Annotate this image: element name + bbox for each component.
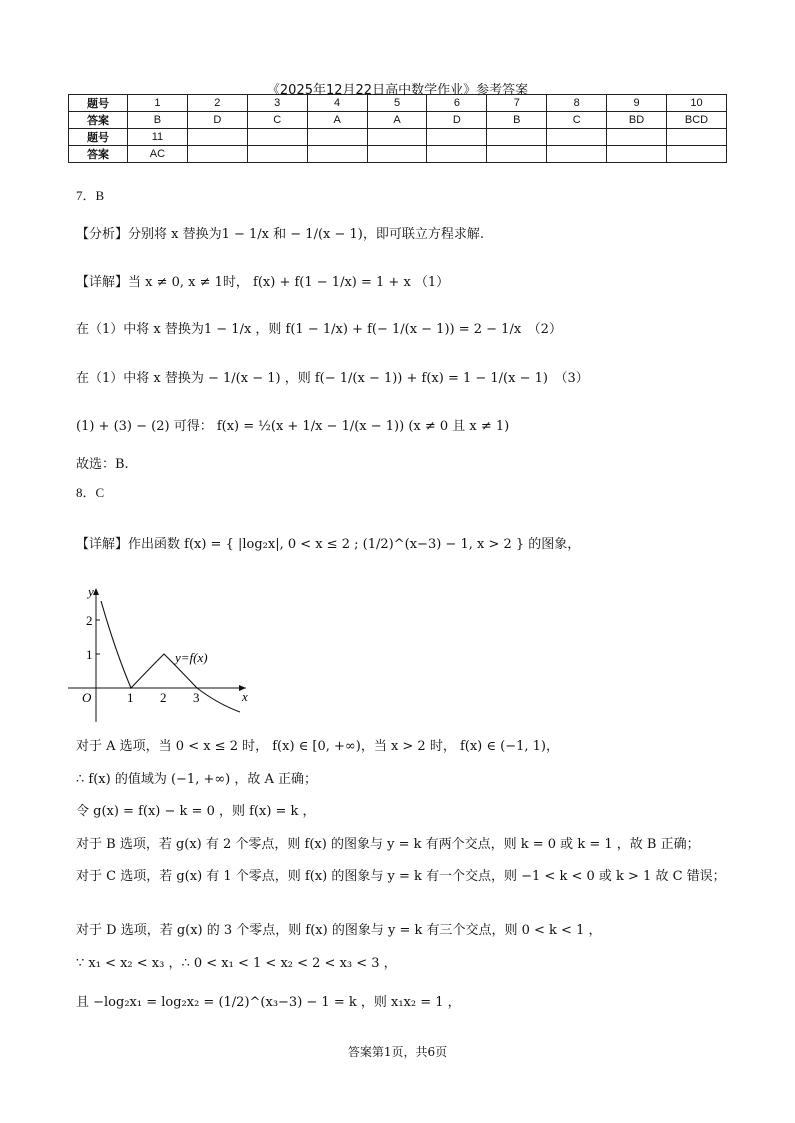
table-cell — [187, 146, 247, 163]
table-cell: C — [547, 112, 607, 129]
row-label-question: 题号 — [69, 95, 128, 112]
table-cell — [487, 129, 547, 146]
table-cell: 10 — [667, 95, 727, 112]
q7-step-2: 在（1）中将 x 替换为1 − 1/x ，则 f(1 − 1/x) + f(− 1/(x − 1)) = 2 − 1/x （2） — [76, 322, 562, 337]
q7-heading: 7．B — [76, 188, 105, 203]
table-cell — [187, 129, 247, 146]
table-cell: D — [427, 112, 487, 129]
q7-analysis: 【分析】分别将 x 替换为1 − 1/x 和 − 1/(x − 1)，即可联立方程求解. — [76, 227, 484, 242]
x-axis-label: x — [242, 689, 248, 704]
y-axis-label: y — [88, 584, 94, 599]
table-cell: 6 — [427, 95, 487, 112]
q8-line-g: 令 g(x) = f(x) − k = 0 ，则 f(x) = k ， — [76, 804, 316, 819]
curve-label: y=f(x) — [175, 650, 208, 665]
x-tick-label: 3 — [193, 690, 200, 705]
table-cell — [667, 129, 727, 146]
curve-y-f-x — [101, 601, 240, 712]
table-row-numbers-2 — [69, 129, 727, 146]
table-cell: 9 — [607, 95, 667, 112]
table-cell: D — [187, 112, 247, 129]
q8-line-b: 对于 B 选项，若 g(x) 有 2 个零点，则 f(x) 的图象与 y = k 有两个交点，则 k = 0 或 k = 1 ，故 B 正确； — [76, 837, 700, 852]
table-cell: AC — [128, 146, 188, 163]
table-cell: B — [128, 112, 188, 129]
table-cell — [427, 129, 487, 146]
table-cell — [547, 146, 607, 163]
function-graph — [60, 580, 260, 730]
table-cell: B — [487, 112, 547, 129]
table-cell: 3 — [247, 95, 307, 112]
y-axis-arrow-icon — [93, 588, 99, 595]
q8-line-a: 对于 A 选项，当 0 < x ≤ 2 时， f(x) ∈ [0, +∞)，当 x > 2 时， f(x) ∈ (−1, 1)， — [76, 739, 559, 754]
q8-line-d3: 且 −log₂x₁ = log₂x₂ = (1/2)^(x₃−3) − 1 = k ，则 x₁x₂ = 1 ， — [76, 995, 461, 1010]
q8-line-d2: ∵ x₁ < x₂ < x₃ ，∴ 0 < x₁ < 1 < x₂ < 2 < x₃ < 3 ， — [76, 956, 397, 971]
table-row-numbers-1 — [69, 95, 727, 112]
table-cell — [367, 129, 427, 146]
table-cell: 8 — [547, 95, 607, 112]
q8-detail: 【详解】作出函数 f(x) = { |log₂x|, 0 < x ≤ 2 ; (1/2)^(x−3) − 1, x > 2 } 的图象， — [76, 537, 581, 552]
table-cell: C — [247, 112, 307, 129]
table-cell: 11 — [128, 129, 188, 146]
q8-line-c: 对于 C 选项，若 g(x) 有 1 个零点，则 f(x) 的图象与 y = k 有一个交点，则 −1 < k < 0 或 k > 1 故 C 错误； — [76, 869, 726, 884]
x-tick-label: 2 — [160, 690, 167, 705]
table-cell — [547, 129, 607, 146]
table-row-answers-2 — [69, 146, 727, 163]
q8-line-a2: ∴ f(x) 的值域为 (−1, +∞) ，故 A 正确； — [76, 772, 318, 787]
table-cell — [487, 146, 547, 163]
answer-table — [68, 94, 727, 163]
q8-line-d: 对于 D 选项，若 g(x) 的 3 个零点，则 f(x) 的图象与 y = k 有三个交点，则 0 < k < 1 ， — [76, 923, 602, 938]
y-tick-label: 1 — [86, 647, 93, 662]
table-cell: 5 — [367, 95, 427, 112]
table-row-answers-1 — [69, 112, 727, 129]
table-cell: 2 — [187, 95, 247, 112]
table-cell — [247, 146, 307, 163]
q7-result: (1) + (3) − (2) 可得： f(x) = ½(x + 1/x − 1/(x − 1)) (x ≠ 0 且 x ≠ 1) — [76, 419, 510, 434]
table-cell — [367, 146, 427, 163]
origin-label: O — [82, 690, 92, 705]
table-cell: A — [307, 112, 367, 129]
table-cell: BD — [607, 112, 667, 129]
table-cell — [607, 129, 667, 146]
x-tick-label: 1 — [127, 690, 134, 705]
table-cell — [247, 129, 307, 146]
row-label-answer: 答案 — [69, 146, 128, 163]
table-cell: 4 — [307, 95, 367, 112]
table-cell — [607, 146, 667, 163]
y-tick-label: 2 — [86, 613, 93, 628]
table-cell — [427, 146, 487, 163]
document-title: 《2025年12月22日高中数学作业》参考答案 — [266, 83, 529, 98]
table-cell — [667, 146, 727, 163]
page-footer: 答案第1页，共6页 — [347, 1045, 448, 1059]
table-cell: BCD — [667, 112, 727, 129]
q7-detail: 【详解】当 x ≠ 0, x ≠ 1时， f(x) + f(1 − 1/x) = 1 + x （1） — [76, 275, 450, 290]
q7-choice: 故选：B. — [76, 457, 129, 472]
q7-step-3: 在（1）中将 x 替换为 − 1/(x − 1) ，则 f(− 1/(x − 1)) + f(x) = 1 − 1/(x − 1) （3） — [76, 371, 589, 386]
table-cell: A — [367, 112, 427, 129]
row-label-answer: 答案 — [69, 112, 128, 129]
table-cell — [307, 146, 367, 163]
row-label-question: 题号 — [69, 129, 128, 146]
q8-heading: 8．C — [76, 485, 105, 500]
table-cell: 7 — [487, 95, 547, 112]
table-cell: 1 — [128, 95, 188, 112]
table-cell — [307, 129, 367, 146]
